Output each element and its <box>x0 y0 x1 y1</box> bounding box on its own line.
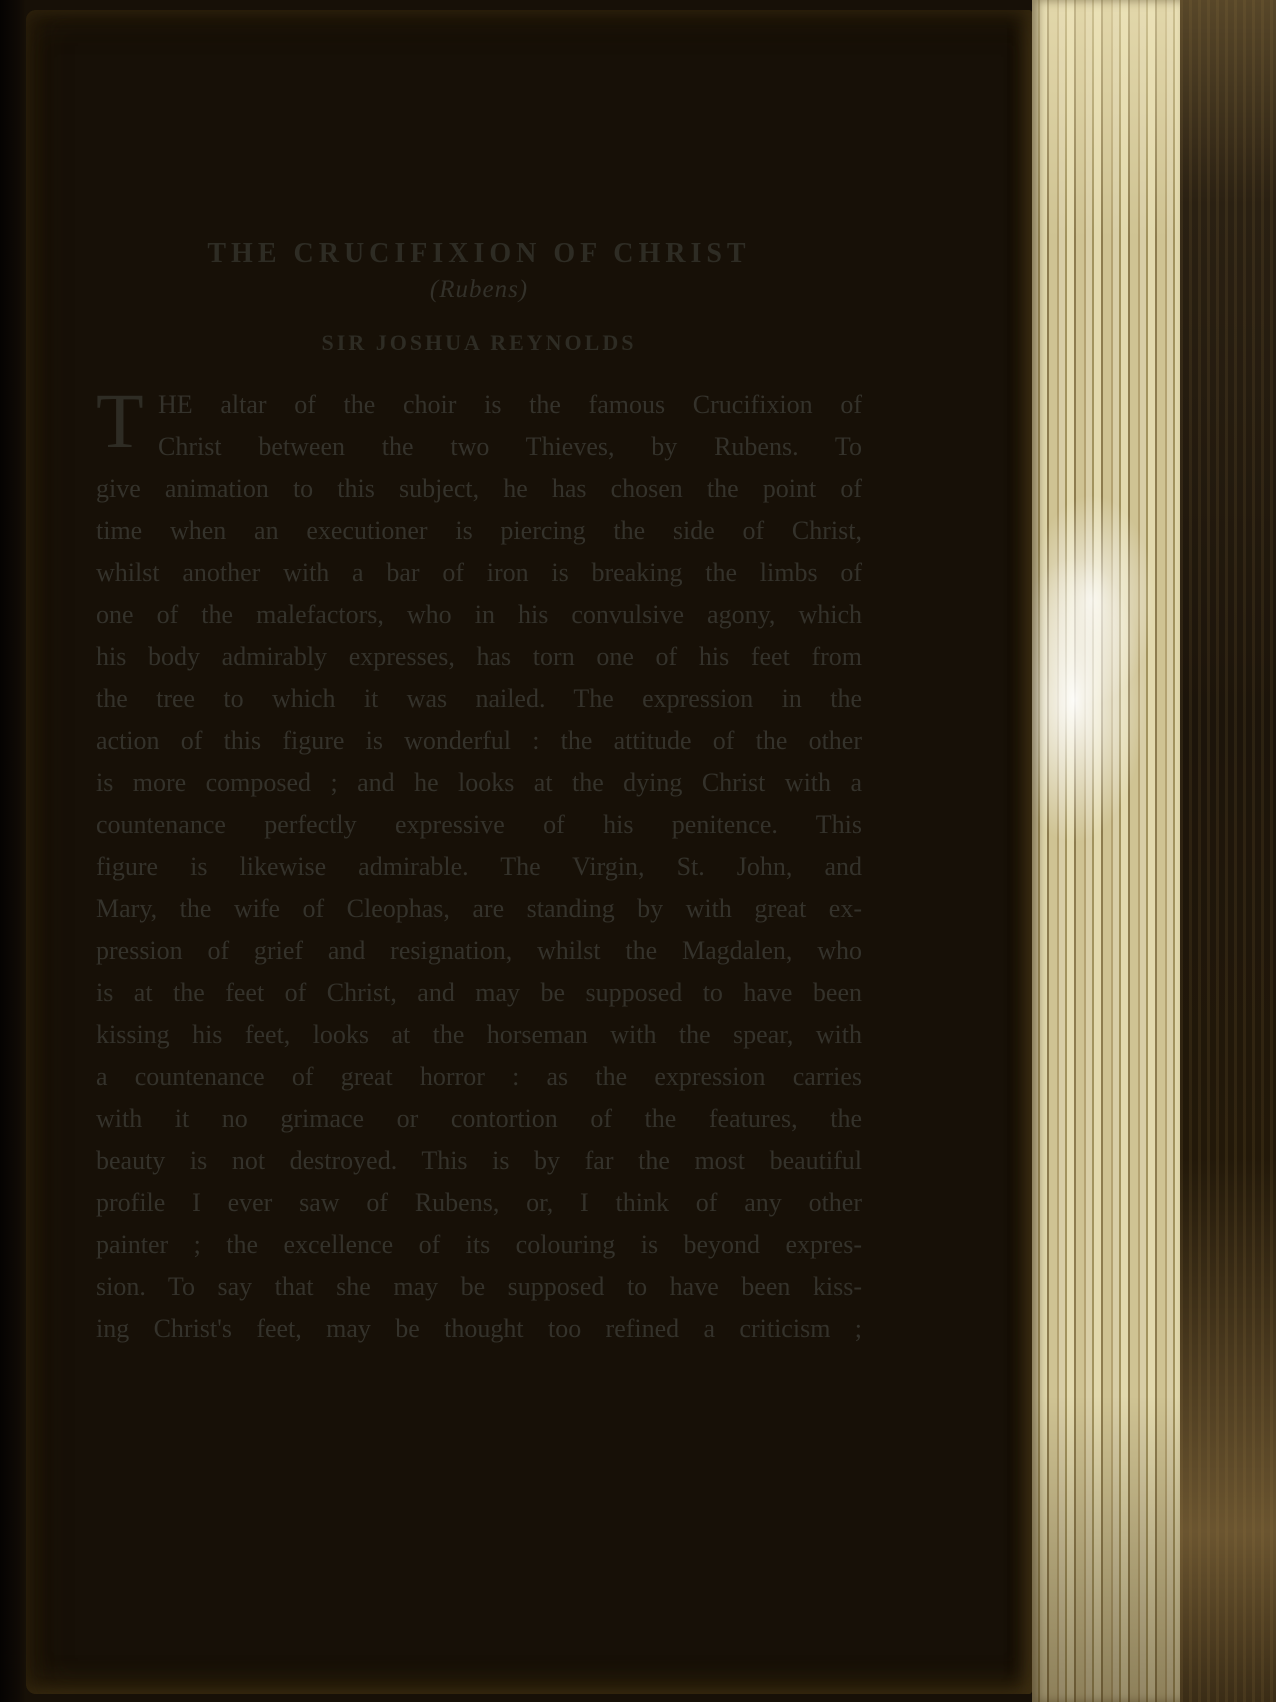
body-line: pression of grief and resignation, whilst the Magdalen, who <box>96 936 862 965</box>
page-title: THE CRUCIFIXION OF CHRIST <box>207 238 751 269</box>
body-line: Christ between the two Thieves, by Rubens. To <box>158 432 862 461</box>
body-line: is at the feet of Christ, and may be supposed to have been <box>96 978 862 1007</box>
book-page <box>26 10 1032 1694</box>
drop-cap: T <box>96 377 144 464</box>
body-text <box>96 377 862 1350</box>
body-line: figure is likewise admirable. The Virgin, St. John, and <box>96 852 862 881</box>
body-line: painter ; the excellence of its colouring is beyond expres- <box>96 1230 862 1259</box>
page-subtitle: (Rubens) <box>429 276 529 303</box>
body-line: a countenance of great horror : as the expression carries <box>96 1062 862 1091</box>
book-cover-edge <box>1180 0 1276 1702</box>
body-line: with it no grimace or contortion of the features, the <box>96 1104 862 1133</box>
author-name: SIR JOSHUA REYNOLDS <box>321 330 637 355</box>
body-line: ing Christ's feet, may be thought too refined a criticism ; <box>96 1314 862 1343</box>
body-line: beauty is not destroyed. This is by far the most beautiful <box>96 1146 862 1175</box>
body-line: time when an executioner is piercing the side of Christ, <box>96 516 862 545</box>
body-line: the tree to which it was nailed. The expression in the <box>96 684 862 713</box>
body-line: action of this figure is wonderful : the attitude of the other <box>96 726 862 755</box>
body-line: one of the malefactors, who in his convulsive agony, which <box>96 600 862 629</box>
body-line: Mary, the wife of Cleophas, are standing by with great ex- <box>96 894 862 923</box>
body-line: kissing his feet, looks at the horseman with the spear, with <box>96 1020 862 1049</box>
body-line: HE altar of the choir is the famous Crucifixion of <box>158 390 862 419</box>
body-line: whilst another with a bar of iron is breaking the limbs of <box>96 558 862 587</box>
body-line: countenance perfectly expressive of his penitence. This <box>96 810 862 839</box>
body-line: profile I ever saw of Rubens, or, I think of any other <box>96 1188 862 1217</box>
body-line: give animation to this subject, he has chosen the point of <box>96 474 862 503</box>
page-content <box>96 10 862 1350</box>
body-line: his body admirably expresses, has torn one of his feet from <box>96 642 862 671</box>
body-line: sion. To say that she may be supposed to have been kiss- <box>96 1272 862 1301</box>
body-line: is more composed ; and he looks at the dying Christ with a <box>96 768 862 797</box>
page-stack-edges <box>1032 0 1180 1702</box>
